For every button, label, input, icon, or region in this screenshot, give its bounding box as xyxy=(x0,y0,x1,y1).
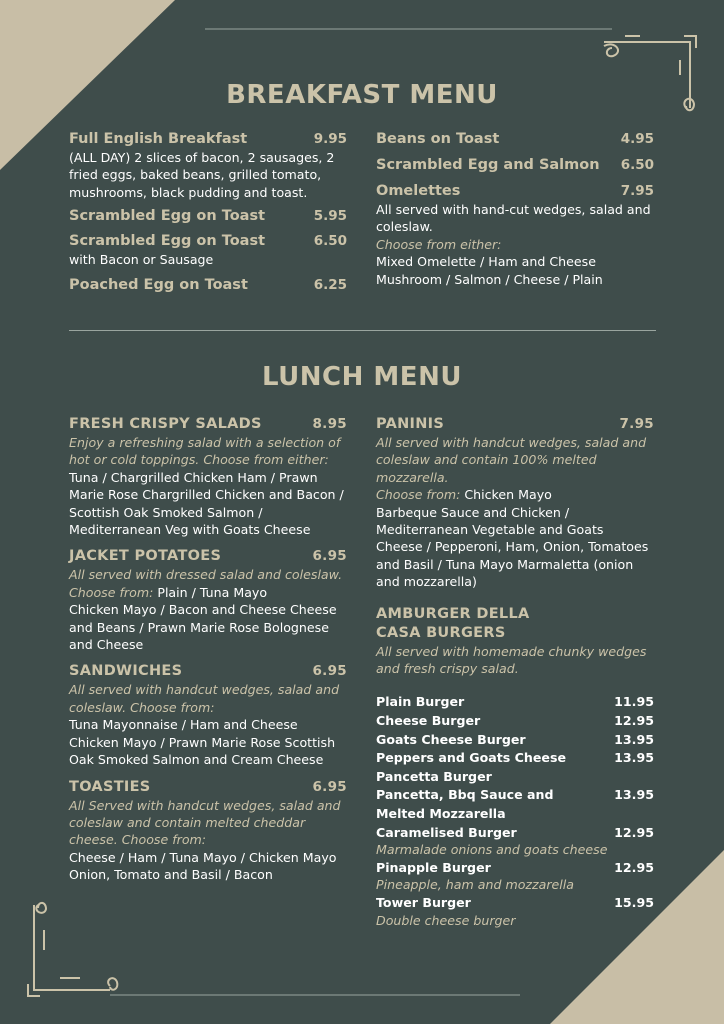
item-price: 6.50 xyxy=(620,157,654,173)
menu-item-scrambled-egg-bacon xyxy=(69,232,347,251)
burger-item xyxy=(376,712,654,731)
item-price: 7.95 xyxy=(620,183,654,199)
menu-item-jacket-potatoes xyxy=(69,547,347,566)
item-name: Full English Breakfast xyxy=(69,131,248,147)
burger-item xyxy=(376,768,654,787)
burger-name: Peppers and Goats Cheese xyxy=(376,750,567,766)
burger-note: Marmalade onions and goats cheese xyxy=(376,842,608,858)
burger-list xyxy=(376,693,654,929)
menu-item-scrambled-egg-salmon xyxy=(376,156,654,175)
section-divider xyxy=(69,330,656,331)
item-price: 6.50 xyxy=(313,233,347,250)
menu-item-poached-egg xyxy=(69,276,347,295)
burger-name: Pancetta Burger xyxy=(376,768,492,784)
burger-note: Double cheese burger xyxy=(376,912,516,928)
item-options: Cheese / Ham / Tuna Mayo / Chicken Mayo Onion, Tomato and Basil / Bacon xyxy=(69,849,337,883)
lunch-title: LUNCH MENU xyxy=(262,362,462,392)
burger-price: 15.95 xyxy=(614,895,654,910)
item-name: Omelettes xyxy=(376,183,461,199)
item-name: Scrambled Egg on Toast xyxy=(69,233,266,250)
item-intro: All served with handcut wedges, salad and coleslaw and contain 100% melted mozzarella. xyxy=(376,435,647,485)
item-price: 6.25 xyxy=(313,276,347,293)
burger-name: Pancetta, Bbq Sauce and xyxy=(376,787,554,803)
lunch-left-column xyxy=(69,415,347,884)
lunch-right-column xyxy=(376,415,654,929)
item-price: 8.95 xyxy=(312,416,347,432)
burger-price: 13.95 xyxy=(614,750,654,766)
item-name: Scrambled Egg on Toast xyxy=(69,208,266,225)
burger-name: Plain Burger xyxy=(376,694,465,710)
item-description: (ALL DAY) 2 slices of bacon, 2 sausages, 2 fried eggs, baked beans, grilled tomato, mushrooms, black pudding and toast. xyxy=(69,150,335,200)
item-name: FRESH CRISPY SALADS xyxy=(69,416,262,432)
burger-item xyxy=(376,693,654,712)
item-options: Mixed Omelette / Ham and Cheese Mushroom / Salmon / Cheese / Plain xyxy=(376,254,603,287)
burger-item xyxy=(376,786,654,805)
burger-name: Pinapple Burger xyxy=(376,859,491,875)
item-name: Scrambled Egg and Salmon xyxy=(376,157,600,173)
breakfast-left-column xyxy=(69,130,347,295)
menu-item-scrambled-egg xyxy=(69,207,347,226)
burgers-heading-line1: AMBURGER DELLA xyxy=(376,605,530,622)
burgers-heading xyxy=(376,605,654,624)
item-choose-label: Choose from: xyxy=(376,487,461,503)
item-price: 4.95 xyxy=(620,131,654,147)
burger-name: Cheese Burger xyxy=(376,713,481,729)
menu-item-omelettes xyxy=(376,182,654,201)
item-options: Tuna / Chargrilled Chicken Ham / Prawn Marie Rose Chargrilled Chicken and Bacon / Scottish Oak Smoked Salmon / Mediterranean Veg with Goats Cheese xyxy=(69,469,344,538)
item-options: Barbeque Sauce and Chicken / Mediterranean Vegetable and Goats Cheese / Pepperoni, Ham, Onion, Tomatoes and Basil / Tuna Mayo Marmaletta (onion and mozzarella) xyxy=(376,504,649,590)
item-name: PANINIS xyxy=(376,416,445,432)
item-choose-line xyxy=(376,486,654,503)
menu-item-beans-on-toast xyxy=(376,130,654,149)
burger-price: 11.95 xyxy=(614,694,654,710)
breakfast-title: BREAKFAST MENU xyxy=(226,80,498,110)
menu-item-full-english xyxy=(69,130,347,149)
item-name: SANDWICHES xyxy=(69,663,183,680)
item-price: 6.95 xyxy=(312,548,347,565)
item-choose-label: Choose from either: xyxy=(376,236,502,252)
burgers-intro: All served with homemade chunky wedges and fresh crispy salad. xyxy=(376,643,647,677)
breakfast-right-column xyxy=(376,130,654,288)
item-price: 9.95 xyxy=(313,131,347,147)
burger-item xyxy=(376,805,654,824)
item-choose-label: Choose from: xyxy=(69,584,154,600)
item-price: 7.95 xyxy=(619,416,654,432)
burger-name: Tower Burger xyxy=(376,895,471,910)
item-intro: All served with handcut wedges, salad and coleslaw. Choose from: xyxy=(69,682,340,715)
item-options-first: Plain / Tuna Mayo xyxy=(157,584,268,600)
burger-price: 12.95 xyxy=(614,713,654,729)
menu-item-paninis xyxy=(376,415,654,434)
burger-item xyxy=(376,894,654,913)
burger-price: 12.95 xyxy=(614,824,654,840)
burgers-heading-2 xyxy=(376,624,654,643)
item-intro: All served with dressed salad and coleslaw. xyxy=(69,567,343,583)
ornament-bottom-left-icon xyxy=(28,903,117,996)
item-name: Poached Egg on Toast xyxy=(69,276,248,293)
item-price: 5.95 xyxy=(313,208,347,225)
burger-item xyxy=(376,749,654,768)
item-options: Tuna Mayonnaise / Ham and Cheese Chicken Mayo / Prawn Marie Rose Scottish Oak Smoked Salmon and Cream Cheese xyxy=(69,717,336,768)
item-intro: Enjoy a refreshing salad with a selection of hot or cold toppings. Choose from either: xyxy=(69,435,341,468)
burger-note: Pineapple, ham and mozzarella xyxy=(376,877,575,893)
item-intro: All Served with handcut wedges, salad and coleslaw and contain melted cheddar cheese. Choose from: xyxy=(69,797,341,848)
item-description: with Bacon or Sausage xyxy=(69,252,214,268)
burger-item xyxy=(376,731,654,750)
burger-item xyxy=(376,859,654,878)
burgers-heading-line2: CASA BURGERS xyxy=(376,624,506,641)
item-name: Beans on Toast xyxy=(376,131,500,147)
burger-name: Goats Cheese Burger xyxy=(376,731,526,747)
item-options: Chicken Mayo / Bacon and Cheese Cheese and Beans / Prawn Marie Rose Bolognese and Cheese xyxy=(69,602,337,653)
item-name: TOASTIES xyxy=(69,778,151,795)
item-name: JACKET POTATOES xyxy=(69,548,222,565)
burger-price: 13.95 xyxy=(614,731,654,747)
item-options-first: Chicken Mayo xyxy=(464,487,552,503)
burger-name: Melted Mozzarella xyxy=(376,806,506,822)
menu-item-sandwiches xyxy=(69,662,347,681)
item-price: 6.95 xyxy=(312,663,347,680)
burger-name: Caramelised Burger xyxy=(376,824,517,840)
item-description: All served with hand-cut wedges, salad and coleslaw. xyxy=(376,202,651,235)
item-price: 6.95 xyxy=(312,778,347,795)
menu-item-salads xyxy=(69,415,347,434)
burger-item xyxy=(376,824,654,843)
burger-price: 12.95 xyxy=(614,859,654,875)
menu-item-toasties xyxy=(69,778,347,797)
item-choose-line xyxy=(69,584,347,601)
burger-price: 13.95 xyxy=(614,787,654,803)
